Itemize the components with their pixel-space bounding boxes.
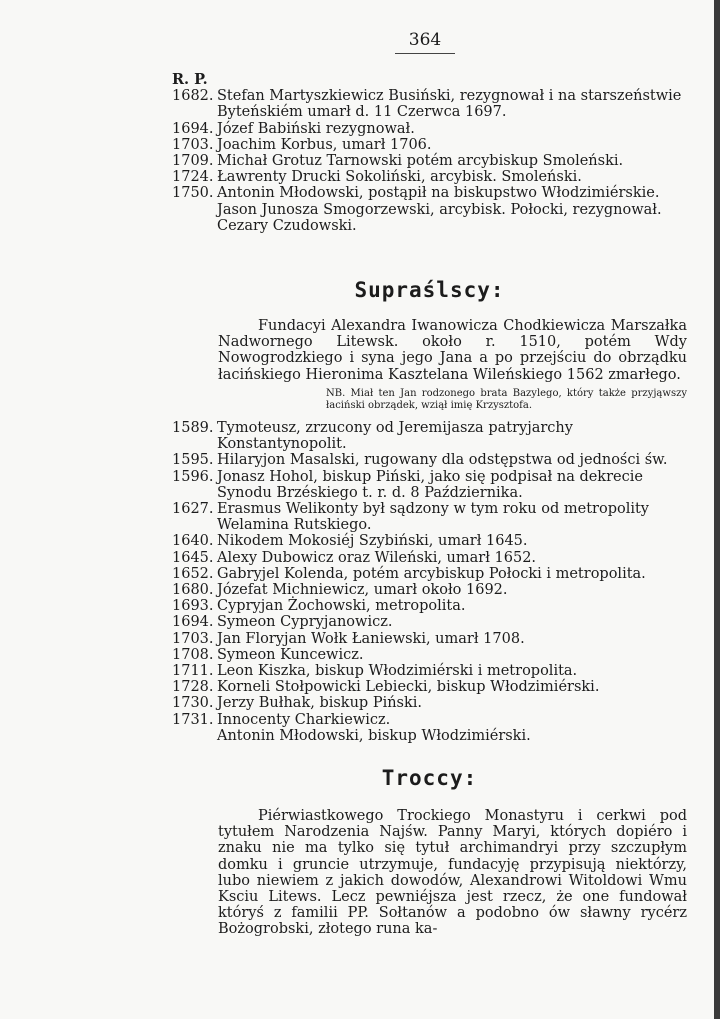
entry-year: 1627. [172,501,214,518]
entry-year: 1730. [172,695,214,712]
entry-name: Jerzy Bułhak, biskup Piński. [217,695,423,712]
list-item [172,88,687,120]
entry-name: Ławrenty Drucki Sokoliński, arcybisk. Smoleński. [217,169,582,186]
entry-name: Cypryjan Żochowski, metropolita. [217,598,466,615]
list-item [172,712,687,728]
entry-name: Alexy Dubowicz oraz Wileński, umarł 1652. [217,549,537,566]
list-item [172,153,687,169]
list-item [172,469,687,501]
entry-year: 1645. [172,549,214,566]
page-number: 364 [408,30,442,50]
entry-name: Jan Floryjan Wołk Łaniewski, umarł 1708. [217,630,525,647]
list-item [172,598,687,614]
entry-name: Symeon Kuncewicz. [217,646,364,663]
list-item [172,420,687,452]
entry-year: 1728. [172,679,214,696]
paragraph-suprasl: Fundacyi Alexandra Iwanowicza Chodkiewicza Marszałka Nadwornego Litewsk. około r. 1510, potém Wdy Nowogrodzkiego i syna jego Jana a po przejściu do obrządku łacińskiego Hieronima Kasztelana Wileńskiego 1562 zmarłego. [218,318,687,383]
entry-year: 1694. [172,120,214,137]
list-item [172,218,687,234]
list-item [172,728,687,744]
list-item [172,566,687,582]
entry-name: Korneli Stołpowicki Lebiecki, biskup Włodzimiérski. [217,679,600,696]
entry-year: 1693. [172,598,214,615]
list-item [172,185,687,201]
list-2 [172,420,687,744]
nb-note-text: NB. Miał ten Jan rodzonego brata Bazylego, który także przyjąwszy łaciński obrządek, wziął imię Krzysztofa. [326,388,687,411]
entry-name: Symeon Cypryjanowicz. [217,614,393,631]
entry-year: 1724. [172,169,214,186]
entry-year: 1652. [172,565,214,582]
paragraph-troki: Piérwiastkowego Trockiego Monastyru i cerkwi pod tytułem Narodzenia Najśw. Panny Maryi, których dopiéro i znaku nie ma tylko się tytuł archimandryi przy szczupłym domku i gruncie utrzymuje, fundacyję przypisują niektórzy, lubo niewiem z jakich dowodów, Alexandrowi Witoldowi Wmu Ksciu Litews. Lecz pewniéjsza jest rzecz, że one fundował któryś z familii PP. Sołtanów a podobno ów sławny rycérz Bożogrobski, złotego runa ka- [218,808,687,938]
entry-name: Stefan Martyszkiewicz Busiński, rezygnował i na starszeństwie Byteńskiém umarł d. 11 Czerwca 1697. [217,88,682,121]
list-item [172,647,687,663]
entry-year: 1711. [172,663,214,680]
entry-year [172,218,217,234]
entry-year: 1596. [172,468,214,485]
entry-year: 1731. [172,711,214,728]
nb-note [258,388,687,412]
entry-name: Joachim Korbus, umarł 1706. [217,136,432,153]
entry-name: Tymoteusz, zrzucony od Jeremijasza patryjarchy Konstantynopolit. [217,420,573,453]
entry-name: Gabryjel Kolenda, potém arcybiskup Połocki i metropolita. [217,565,646,582]
list-item [172,695,687,711]
entry-name: Hilaryjon Masalski, rugowany dla odstępstwa od jedności św. [217,452,668,469]
list-item [172,679,687,695]
entry-name: Józef Babiński rezygnował. [217,120,415,137]
list-section-2 [172,420,687,744]
list-section-1 [172,72,687,234]
entry-name: Leon Kiszka, biskup Włodzimiérski i metropolita. [217,663,578,680]
entry-name: Antonin Młodowski, postąpił na biskupstwo Włodzimiérskie. [217,185,660,202]
entry-year: 1703. [172,630,214,647]
list-item [172,202,687,218]
entry-year [172,202,217,218]
list-item [172,452,687,468]
entry-name: Cezary Czudowski. [217,217,357,234]
entry-name: Erasmus Welikonty był sądzony w tym roku od metropolity Welamina Rutskiego. [217,501,649,534]
entry-year: 1709. [172,153,214,170]
list-item [172,533,687,549]
list-item [172,169,687,185]
page-edge [714,0,720,1019]
list-item [172,121,687,137]
entry-name: Nikodem Mokosiéj Szybiński, umarł 1645. [217,533,528,550]
entry-name: Józefat Michniewicz, umarł około 1692. [217,582,508,599]
entry-year: 1680. [172,582,214,599]
list-item [172,663,687,679]
section-heading-suprasl: Supraślscy: [354,278,505,302]
entry-year: 1703. [172,136,214,153]
entry-year: 1708. [172,646,214,663]
list-1 [172,88,687,234]
list-item [172,501,687,533]
section-heading-troki: Troccy: [381,766,478,790]
entry-year: 1694. [172,614,214,631]
entry-year: 1589. [172,420,214,436]
page-number-rule [395,53,455,54]
entry-year: 1640. [172,533,214,550]
list-item [172,631,687,647]
entry-year: 1682. [172,88,214,105]
entry-name: Innocenty Charkiewicz. [217,711,391,728]
entry-name: Antonin Młodowski, biskup Włodzimiérski. [217,727,531,744]
list-item [172,582,687,598]
entry-name: Jason Junosza Smogorzewski, arcybisk. Połocki, rezygnował. [217,201,662,218]
entry-name: Michał Grotuz Tarnowski potém arcybiskup Smoleński. [217,153,624,170]
list-item [172,614,687,630]
list-item [172,137,687,153]
entry-year: 1750. [172,185,214,202]
entry-year: 1595. [172,452,214,469]
entry-name: Jonasz Hohol, biskup Piński, jako się podpisał na dekrecie Synodu Brzéskiego t. r. d. 8 Października. [217,468,643,501]
list-item [172,550,687,566]
rp-label: R. P. [172,71,208,88]
entry-year [172,728,217,744]
